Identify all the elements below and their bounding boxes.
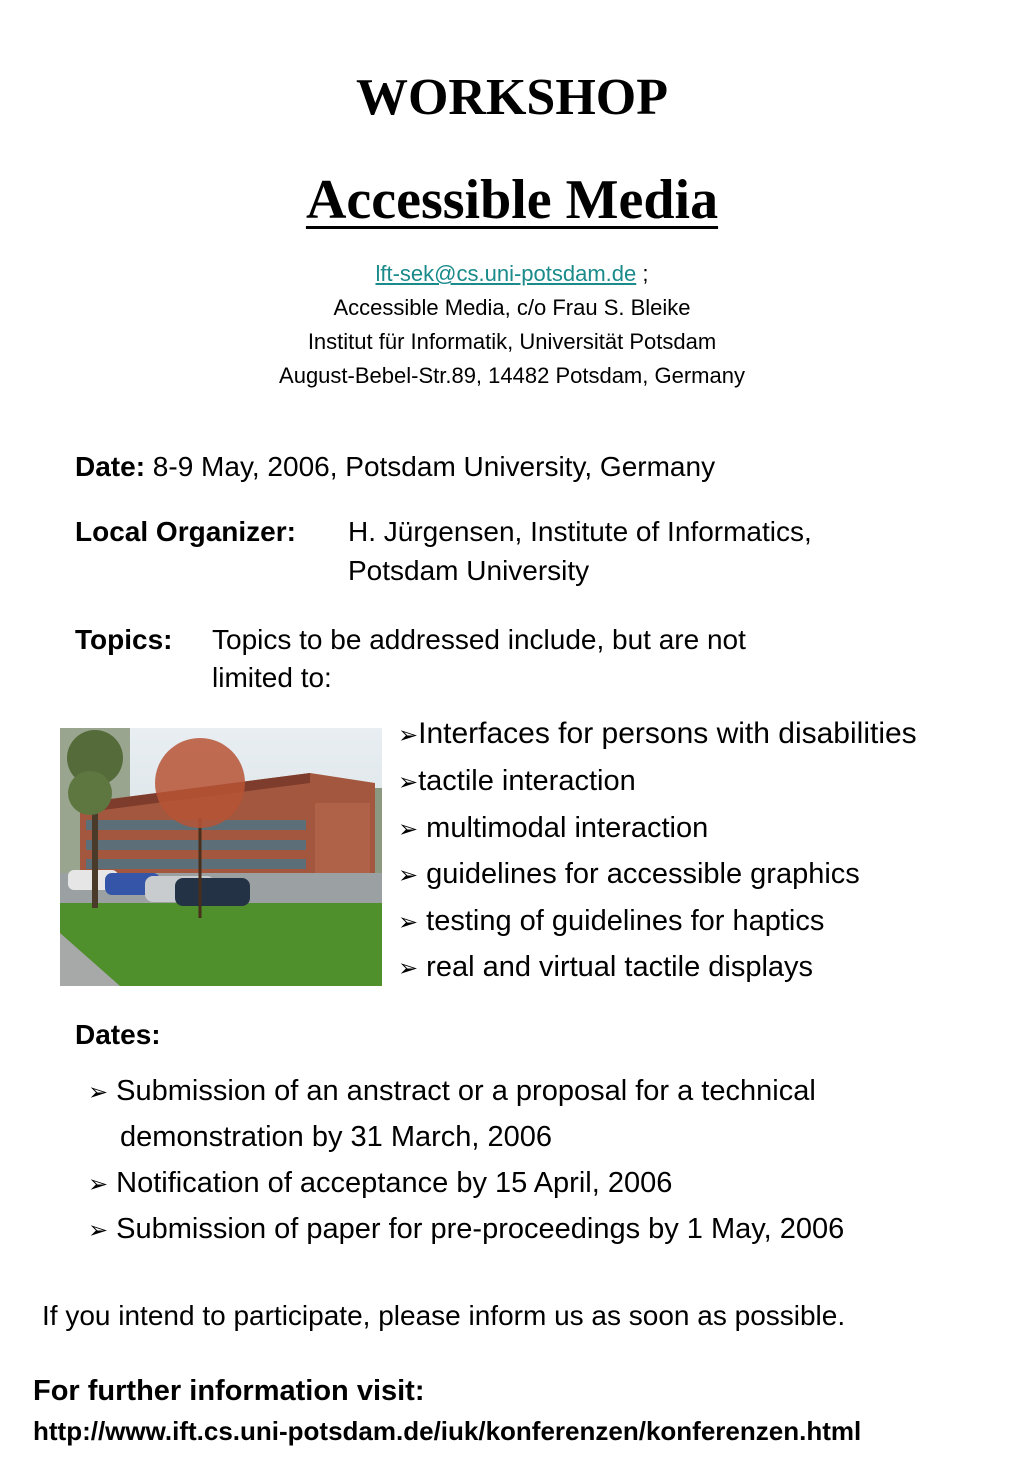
- arrowhead-bullet-icon: ➢: [88, 1217, 109, 1244]
- topic-item: ➢ guidelines for accessible graphics: [398, 858, 860, 890]
- arrowhead-bullet-icon: ➢: [398, 955, 419, 982]
- topics-label: Topics:: [75, 624, 173, 655]
- workshop-heading: WORKSHOP: [355, 69, 669, 126]
- participation-notice: If you intend to participate, please inform us as soon as possible.: [42, 1300, 846, 1331]
- topics-intro-line-2: limited to:: [212, 662, 332, 693]
- arrowhead-bullet-icon: ➢: [398, 769, 419, 796]
- email-separator: ;: [636, 261, 649, 286]
- arrowhead-bullet-icon: ➢: [88, 1171, 109, 1198]
- topic-item: ➢tactile interaction: [398, 765, 636, 797]
- further-info-label: For further information visit:: [33, 1375, 425, 1407]
- arrowhead-bullet-icon: ➢: [398, 862, 419, 889]
- dates-item: ➢ Notification of acceptance by 15 April, 2006: [88, 1167, 673, 1199]
- dates-item: ➢ Submission of paper for pre-proceedings by 1 May, 2006: [88, 1213, 845, 1245]
- topic-item: ➢Interfaces for persons with disabilities: [398, 717, 917, 750]
- contact-line-1: Accessible Media, c/o Frau S. Bleike: [333, 295, 691, 320]
- date-label: Date:: [75, 451, 146, 482]
- email-link[interactable]: lft-sek@cs.uni-potsdam.de: [375, 261, 637, 286]
- further-info-url[interactable]: http://www.ift.cs.uni-potsdam.de/iuk/konferenzen/konferenzen.html: [33, 1416, 862, 1446]
- organizer-label: Local Organizer:: [75, 516, 296, 547]
- arrowhead-bullet-icon: ➢: [398, 909, 419, 936]
- dates-label: Dates:: [75, 1019, 161, 1050]
- building-photo: [60, 728, 382, 986]
- organizer-line-2: Potsdam University: [348, 555, 590, 586]
- topic-item: ➢ testing of guidelines for haptics: [398, 905, 825, 937]
- dates-item: ➢ Submission of an anstract or a proposal for a technical: [88, 1075, 816, 1107]
- date-row: [75, 448, 715, 486]
- contact-email-line: [0, 257, 1024, 291]
- contact-line-3: August-Bebel-Str.89, 14482 Potsdam, Germany: [279, 363, 745, 388]
- workshop-title-text: Accessible Media: [305, 169, 719, 231]
- arrowhead-bullet-icon: ➢: [88, 1079, 109, 1106]
- topic-item: ➢ multimodal interaction: [398, 812, 709, 844]
- contact-line-2: Institut für Informatik, Universität Potsdam: [307, 329, 717, 354]
- topic-item: ➢ real and virtual tactile displays: [398, 951, 814, 983]
- arrowhead-bullet-icon: ➢: [398, 722, 419, 749]
- topics-intro-line-1: Topics to be addressed include, but are not: [212, 624, 746, 655]
- arrowhead-bullet-icon: ➢: [398, 816, 419, 843]
- dates-item-continuation: demonstration by 31 March, 2006: [120, 1121, 553, 1153]
- workshop-title: [0, 165, 1024, 235]
- date-value: 8-9 May, 2006, Potsdam University, Germany: [152, 451, 716, 482]
- organizer-line-1: H. Jürgensen, Institute of Informatics,: [348, 516, 812, 547]
